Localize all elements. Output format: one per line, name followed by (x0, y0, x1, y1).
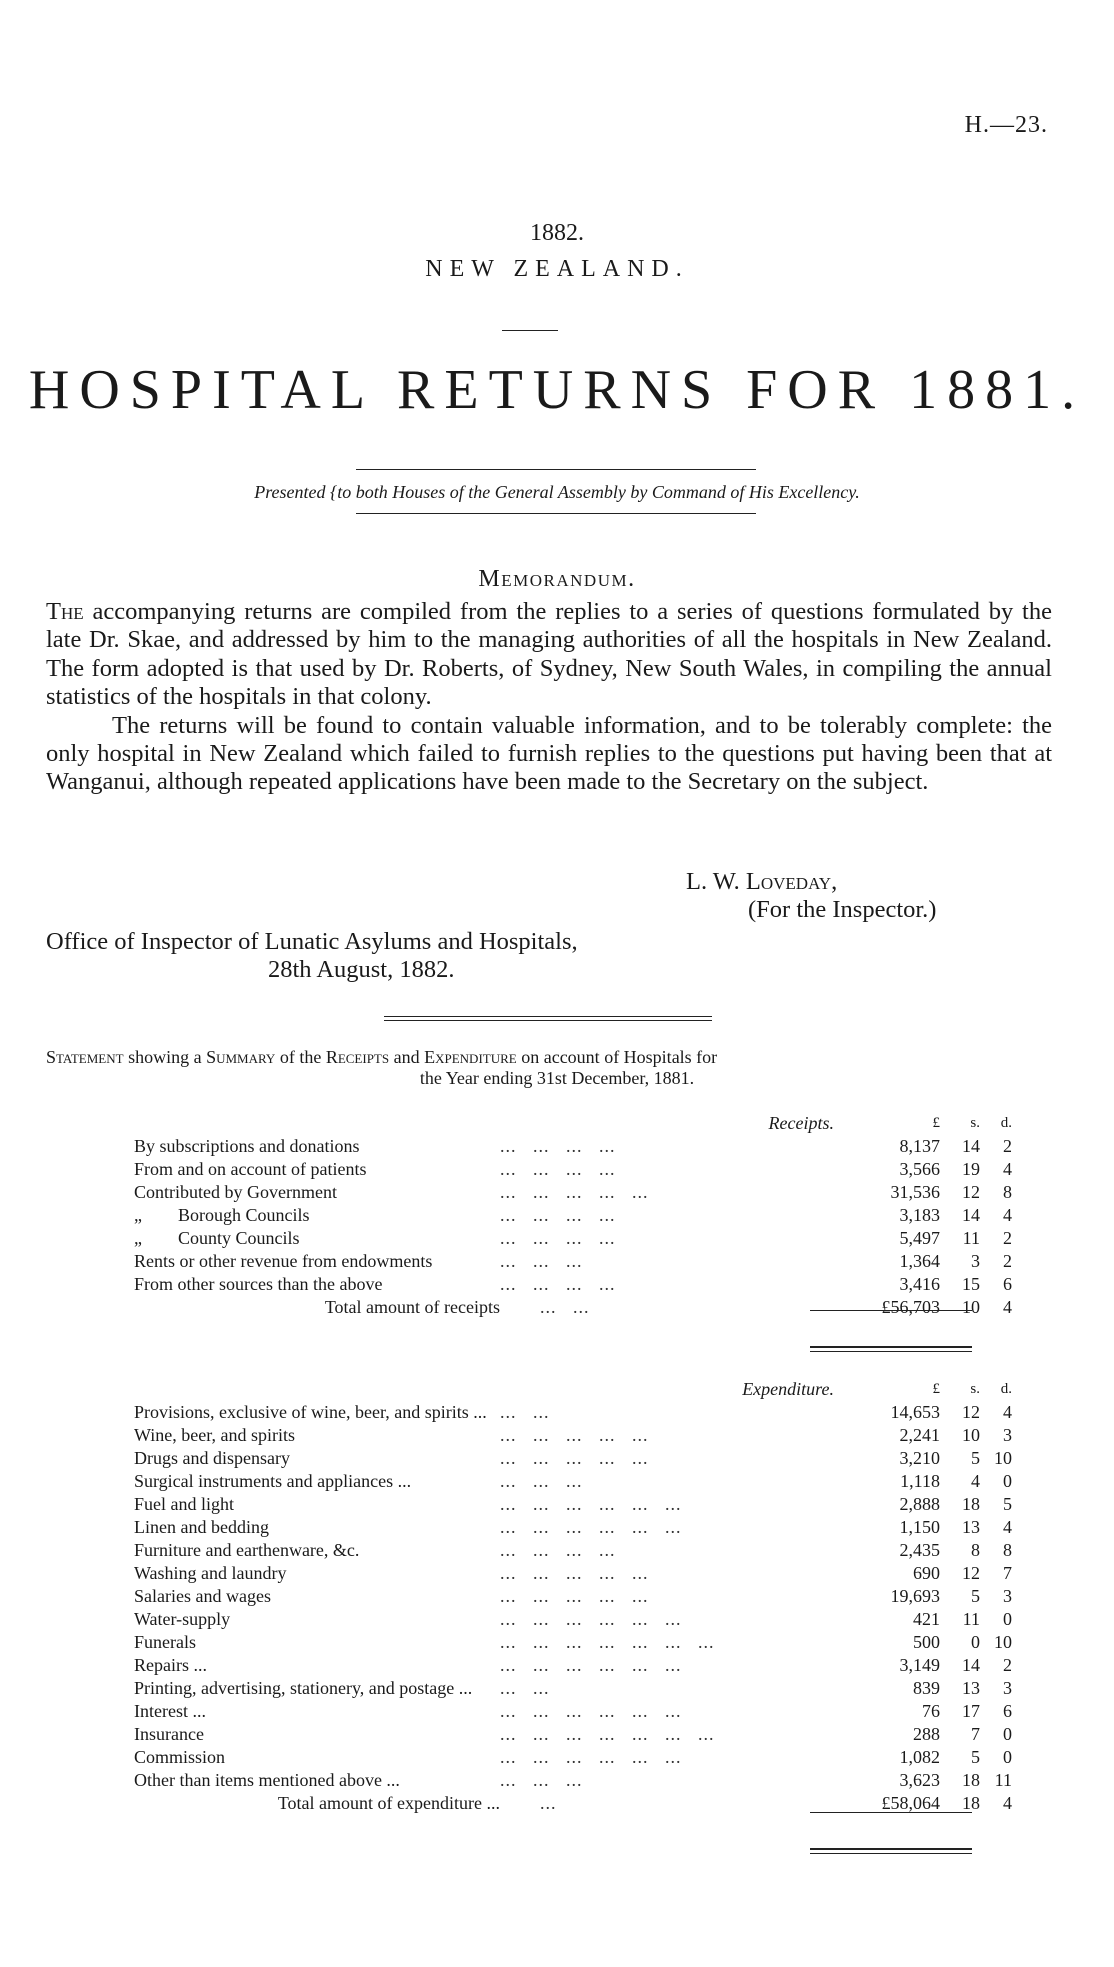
amount-pence: 4 (1003, 1517, 1012, 1537)
row-leader-dots: ... ... ... ... (500, 1159, 616, 1179)
receipts-header-row (134, 1112, 1012, 1135)
row-label: From other sources than the above (134, 1274, 383, 1294)
statement-text-1: showing a (123, 1047, 207, 1067)
publication-year: 1882. (530, 220, 584, 246)
amount-pence: 3 (1003, 1425, 1012, 1445)
amount-pence: 3 (1003, 1586, 1012, 1606)
row-leader-dots: ... ... ... ... (500, 1136, 616, 1156)
row-label: Contributed by Government (134, 1182, 337, 1202)
row-label: Linen and bedding (134, 1517, 269, 1537)
table-row (134, 1447, 1012, 1470)
table-row (134, 1723, 1012, 1746)
row-label: Other than items mentioned above ... (134, 1770, 400, 1790)
pence-column-header: d. (1000, 1381, 1012, 1397)
amount-pence: 11 (994, 1770, 1012, 1790)
row-label: Wine, beer, and spirits (134, 1425, 296, 1445)
amount-pence: 4 (1003, 1159, 1012, 1179)
table-row (134, 1608, 1012, 1631)
expenditure-header-row (134, 1378, 1012, 1401)
divider-statement-bottom (384, 1020, 712, 1021)
table-row (134, 1562, 1012, 1585)
table-row (134, 1181, 1012, 1204)
amount-shillings: 0 (971, 1632, 980, 1652)
amount-shillings: 12 (962, 1182, 980, 1202)
amount-pence: 5 (1003, 1494, 1012, 1514)
total-leader-dots: ... ... (540, 1297, 590, 1317)
amount-pounds: 421 (913, 1609, 940, 1629)
row-label: Insurance (134, 1724, 204, 1744)
amount-shillings: 13 (962, 1678, 980, 1698)
row-label: Funerals (134, 1632, 196, 1652)
table-row (134, 1493, 1012, 1516)
row-leader-dots: ... ... (500, 1678, 550, 1698)
memorandum-lead-word: The (46, 598, 84, 625)
amount-pence: 10 (994, 1448, 1012, 1468)
table-row (134, 1654, 1012, 1677)
memorandum-paragraph-2: The returns will be found to contain valuable information, and to be tolerably complete: the only hospital in New Zealand which failed to furnish replies to the questions put having been that at Wanganui, although repeated applications have been made to the Secretary on the subject. (46, 711, 1052, 796)
amount-shillings: 17 (962, 1701, 980, 1721)
table-row (134, 1470, 1012, 1493)
amount-shillings: 12 (962, 1563, 980, 1583)
amount-shillings: 5 (971, 1448, 980, 1468)
row-leader-dots: ... ... ... (500, 1251, 583, 1271)
memorandum-body (46, 598, 1052, 797)
total-shillings: 10 (962, 1297, 980, 1317)
amount-pence: 6 (1003, 1274, 1012, 1294)
memorandum-heading: Memorandum. (478, 566, 636, 592)
amount-shillings: 12 (962, 1402, 980, 1422)
amount-pence: 2 (1003, 1136, 1012, 1156)
amount-pounds: 3,183 (899, 1205, 940, 1225)
statement-text-2: of the (275, 1047, 326, 1067)
amount-pence: 10 (994, 1632, 1012, 1652)
row-leader-dots: ... ... ... (500, 1471, 583, 1491)
pence-column-header: d. (1000, 1115, 1012, 1131)
divider-short (502, 330, 558, 331)
row-label: Fuel and light (134, 1494, 234, 1514)
office-line: Office of Inspector of Lunatic Asylums and Hospitals, (46, 928, 578, 955)
amount-pounds: 31,536 (890, 1182, 940, 1202)
table-row (134, 1631, 1012, 1654)
amount-shillings: 18 (962, 1770, 980, 1790)
row-label: „ County Councils (134, 1228, 300, 1248)
row-leader-dots: ... ... ... ... ... ... (500, 1747, 682, 1767)
amount-pence: 7 (1003, 1563, 1012, 1583)
amount-pence: 0 (1003, 1471, 1012, 1491)
total-pence: 4 (1003, 1297, 1012, 1317)
table-row (134, 1746, 1012, 1769)
amount-shillings: 11 (962, 1609, 980, 1629)
row-label: Washing and laundry (134, 1563, 287, 1583)
signatory-surname: Loveday, (745, 868, 838, 895)
row-leader-dots: ... ... ... ... ... ... (500, 1494, 682, 1514)
amount-pounds: 1,150 (899, 1517, 940, 1537)
amount-pounds: 76 (922, 1701, 940, 1721)
table-row (134, 1158, 1012, 1181)
total-leader-dots: ... (540, 1793, 557, 1813)
amount-pence: 4 (1003, 1205, 1012, 1225)
expenditure-total-rule-bottom-1 (810, 1848, 972, 1850)
statement-word: Statement (46, 1047, 124, 1067)
receipts-heading: Receipts. (768, 1113, 834, 1133)
amount-pence: 0 (1003, 1747, 1012, 1767)
amount-pounds: 2,435 (899, 1540, 940, 1560)
receipts-total-row (134, 1296, 1012, 1319)
table-row (134, 1700, 1012, 1723)
divider-presented-top (356, 469, 756, 470)
expenditure-total-rule-bottom-2 (810, 1853, 972, 1854)
table-row (134, 1227, 1012, 1250)
table-row (134, 1401, 1012, 1424)
amount-pounds: 8,137 (899, 1136, 940, 1156)
row-leader-dots: ... ... ... ... ... ... ... (500, 1724, 715, 1744)
row-label: From and on account of patients (134, 1159, 367, 1179)
total-pounds: £58,064 (881, 1793, 940, 1813)
amount-pence: 2 (1003, 1228, 1012, 1248)
expenditure-table (134, 1378, 1012, 1815)
total-pence: 4 (1003, 1793, 1012, 1813)
statement-text-3: and (389, 1047, 425, 1067)
expenditure-total-rule-top (810, 1812, 972, 1813)
signatory-role: (For the Inspector.) (748, 896, 937, 923)
memorandum-date: 28th August, 1882. (268, 956, 455, 983)
amount-pence: 4 (1003, 1402, 1012, 1422)
row-leader-dots: ... ... ... ... ... (500, 1586, 649, 1606)
row-leader-dots: ... ... ... ... ... ... (500, 1701, 682, 1721)
shillings-column-header: s. (970, 1381, 980, 1397)
amount-shillings: 5 (971, 1747, 980, 1767)
memorandum-paragraph-1 (46, 598, 1052, 712)
amount-pounds: 3,149 (899, 1655, 940, 1675)
amount-pounds: 3,416 (899, 1274, 940, 1294)
memorandum-paragraph-1-text: accompanying returns are compiled from the replies to a series of questions formulated by the late Dr. Skae, and addressed by him to the managing authorities of all the hospitals in New Zealand. The form adopted is that used by Dr. Roberts, of Sydney, New South Wales, in compiling the annual statistics of the hospitals in that colony. (46, 598, 1052, 711)
receipts-body (134, 1112, 1012, 1319)
amount-shillings: 13 (962, 1517, 980, 1537)
row-leader-dots: ... ... ... ... (500, 1205, 616, 1225)
statement-heading (46, 1046, 1050, 1068)
signatory-initials: L. W. (686, 868, 746, 895)
amount-shillings: 11 (962, 1228, 980, 1248)
row-leader-dots: ... ... ... ... ... (500, 1563, 649, 1583)
amount-pence: 8 (1003, 1182, 1012, 1202)
amount-pounds: 5,497 (899, 1228, 940, 1248)
expenditure-body (134, 1378, 1012, 1815)
receipts-table (134, 1112, 1012, 1319)
table-row (134, 1677, 1012, 1700)
row-leader-dots: ... ... ... ... ... ... (500, 1655, 682, 1675)
row-label: Furniture and earthenware, &c. (134, 1540, 360, 1560)
total-label: Total amount of receipts (324, 1297, 500, 1317)
table-row (134, 1585, 1012, 1608)
amount-pounds: 1,364 (899, 1251, 940, 1271)
amount-shillings: 14 (962, 1136, 980, 1156)
signatory-name (686, 868, 837, 896)
pounds-column-header: £ (932, 1381, 940, 1397)
receipts-total-rule-top (810, 1310, 972, 1311)
table-row (134, 1135, 1012, 1158)
receipts-total-rule-bottom-1 (810, 1346, 972, 1348)
row-leader-dots: ... ... ... ... ... ... ... (500, 1632, 715, 1652)
amount-pence: 0 (1003, 1724, 1012, 1744)
row-label: By subscriptions and donations (134, 1136, 360, 1156)
page-reference: H.—23. (964, 112, 1048, 138)
table-row (134, 1273, 1012, 1296)
amount-pounds: 2,888 (899, 1494, 940, 1514)
row-label: Commission (134, 1747, 226, 1767)
amount-pence: 3 (1003, 1678, 1012, 1698)
amount-pounds: 839 (913, 1678, 940, 1698)
row-label: Interest ... (134, 1701, 206, 1721)
amount-shillings: 14 (962, 1205, 980, 1225)
country-heading: NEW ZEALAND. (425, 256, 689, 282)
divider-presented-bottom (356, 513, 756, 514)
amount-pounds: 1,082 (899, 1747, 940, 1767)
row-label: Provisions, exclusive of wine, beer, and spirits ... (134, 1402, 487, 1422)
amount-pounds: 19,693 (890, 1586, 940, 1606)
table-row (134, 1539, 1012, 1562)
pounds-column-header: £ (932, 1115, 940, 1131)
amount-pence: 0 (1003, 1609, 1012, 1629)
row-leader-dots: ... ... ... ... ... (500, 1425, 649, 1445)
amount-shillings: 3 (971, 1251, 980, 1271)
row-label: Rents or other revenue from endowments (134, 1251, 433, 1271)
total-label: Total amount of expenditure ... (277, 1793, 500, 1813)
statement-expenditure-word: Expenditure (424, 1047, 517, 1067)
table-row (134, 1204, 1012, 1227)
amount-pounds: 1,118 (900, 1471, 940, 1491)
amount-pence: 2 (1003, 1655, 1012, 1675)
table-row (134, 1250, 1012, 1273)
divider-statement-top (384, 1016, 712, 1017)
receipts-total-rule-bottom-2 (810, 1351, 972, 1352)
row-label: Salaries and wages (134, 1586, 271, 1606)
row-leader-dots: ... ... ... ... ... ... (500, 1609, 682, 1629)
amount-pounds: 500 (913, 1632, 940, 1652)
amount-shillings: 14 (962, 1655, 980, 1675)
amount-shillings: 5 (971, 1586, 980, 1606)
row-label: Drugs and dispensary (134, 1448, 290, 1468)
expenditure-heading: Expenditure. (742, 1379, 834, 1399)
amount-pounds: 288 (913, 1724, 940, 1744)
amount-shillings: 4 (971, 1471, 980, 1491)
row-leader-dots: ... ... ... (500, 1770, 583, 1790)
presented-line: Presented {to both Houses of the General Assembly by Command of His Excellency. (254, 482, 860, 502)
table-row (134, 1516, 1012, 1539)
amount-pence: 2 (1003, 1251, 1012, 1271)
amount-pence: 6 (1003, 1701, 1012, 1721)
amount-shillings: 15 (962, 1274, 980, 1294)
amount-pounds: 3,566 (899, 1159, 940, 1179)
amount-shillings: 7 (971, 1724, 980, 1744)
row-label: Surgical instruments and appliances ... (134, 1471, 412, 1491)
amount-pounds: 14,653 (890, 1402, 940, 1422)
row-leader-dots: ... ... ... ... (500, 1540, 616, 1560)
row-leader-dots: ... ... ... ... (500, 1228, 616, 1248)
statement-period: the Year ending 31st December, 1881. (419, 1068, 695, 1088)
table-row (134, 1769, 1012, 1792)
total-shillings: 18 (962, 1793, 980, 1813)
row-label: Printing, advertising, stationery, and postage ... (134, 1678, 473, 1698)
statement-text-4: on account of Hospitals for (516, 1047, 718, 1067)
amount-shillings: 8 (971, 1540, 980, 1560)
amount-pounds: 2,241 (899, 1425, 940, 1445)
amount-pence: 8 (1003, 1540, 1012, 1560)
row-leader-dots: ... ... ... ... ... (500, 1182, 649, 1202)
row-leader-dots: ... ... (500, 1402, 550, 1422)
amount-shillings: 10 (962, 1425, 980, 1445)
row-label: Water-supply (134, 1609, 231, 1629)
document-title: HOSPITAL RETURNS FOR 1881. (28, 359, 1086, 421)
amount-pounds: 690 (913, 1563, 940, 1583)
statement-receipts-word: Receipts (325, 1047, 390, 1067)
amount-pounds: 3,210 (899, 1448, 940, 1468)
statement-summary-word: Summary (206, 1047, 276, 1067)
amount-shillings: 18 (962, 1494, 980, 1514)
row-label: „ Borough Councils (134, 1205, 310, 1225)
table-row (134, 1424, 1012, 1447)
total-pounds: £56,703 (881, 1297, 940, 1317)
shillings-column-header: s. (970, 1115, 980, 1131)
row-leader-dots: ... ... ... ... ... ... (500, 1517, 682, 1537)
amount-shillings: 19 (962, 1159, 980, 1179)
amount-pounds: 3,623 (899, 1770, 940, 1790)
row-leader-dots: ... ... ... ... ... (500, 1448, 649, 1468)
row-label: Repairs ... (134, 1655, 207, 1675)
row-leader-dots: ... ... ... ... (500, 1274, 616, 1294)
